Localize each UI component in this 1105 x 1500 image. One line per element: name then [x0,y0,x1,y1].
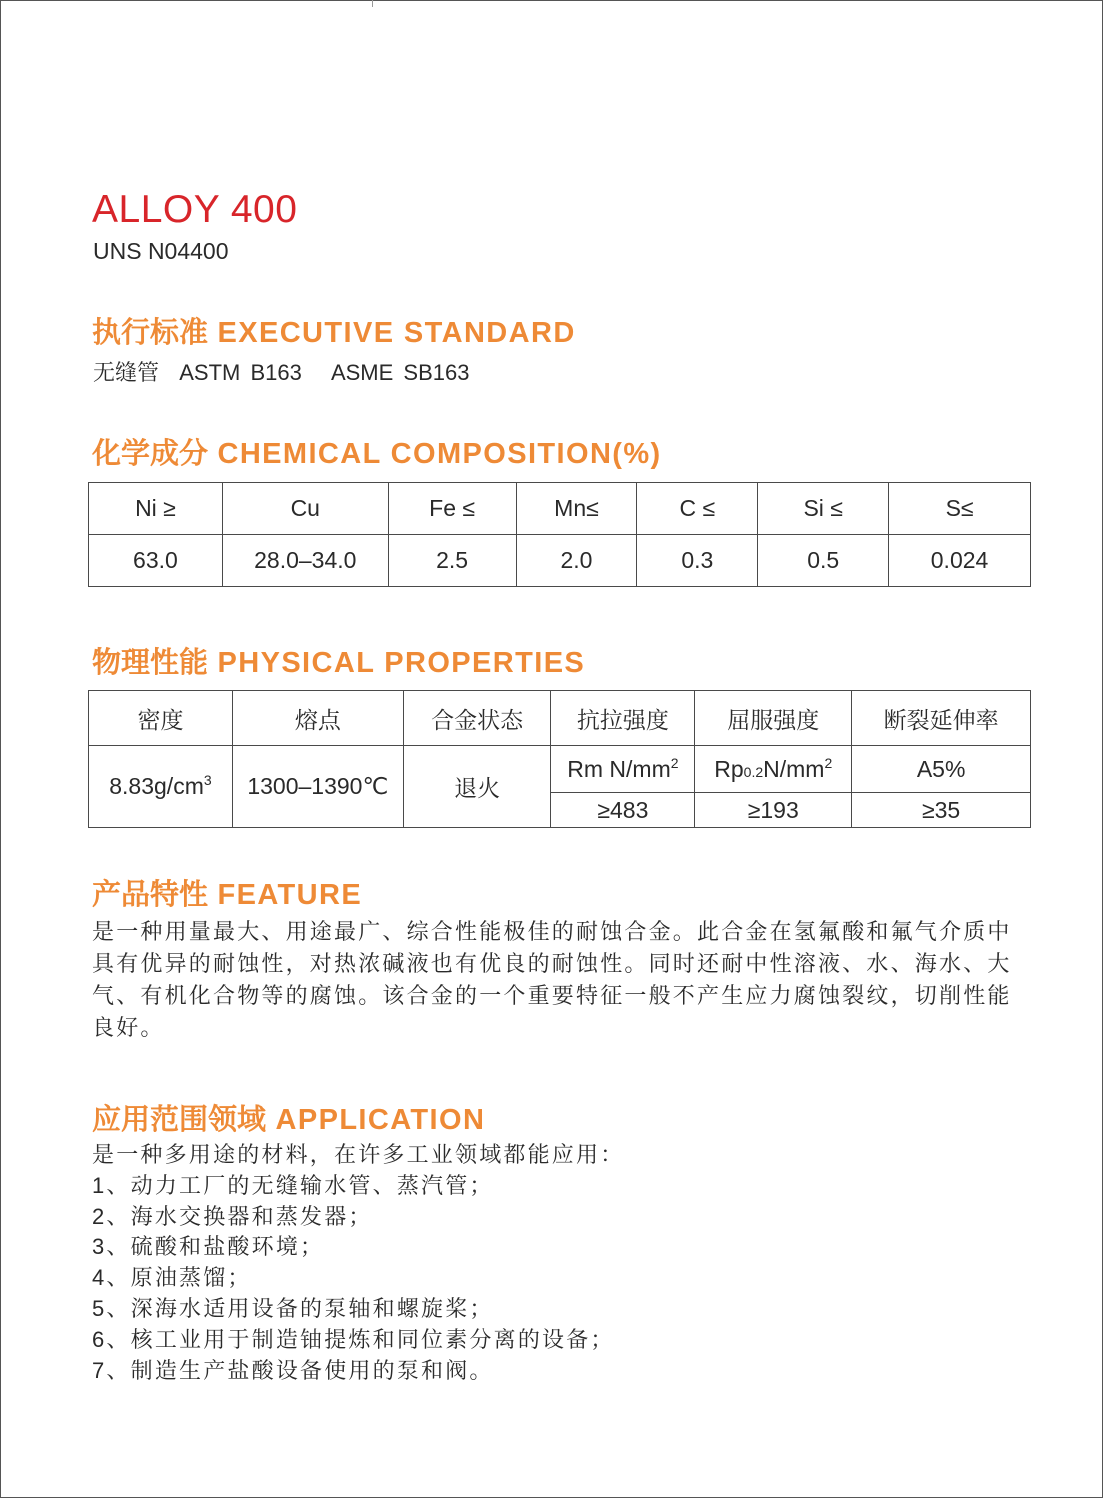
feature-heading-en: FEATURE [217,879,363,911]
yield-unit-superscript: 2 [824,754,833,771]
value-cell-tensile: ≥483 [551,793,695,828]
product-title: ALLOY 400 [92,188,298,231]
application-heading-en: APPLICATION [275,1104,486,1136]
physical-heading-cn: 物理性能 [92,647,209,679]
list-item: 1、动力工厂的无缝输水管、蒸汽管； [92,1172,494,1198]
table-header-row [89,691,1031,746]
header-cell-melting-point: 熔点 [232,691,403,746]
executive-standard-heading-cn: 执行标准 [92,317,209,349]
value-cell-ni: 63.0 [89,535,223,587]
list-item: 6、核工业用于制造铀提炼和同位素分离的设备； [92,1326,615,1352]
unit-cell-tensile [551,746,695,793]
chemical-composition-heading [92,431,662,472]
header-cell-elongation: 断裂延伸率 [852,691,1031,746]
table-header-row [89,483,1031,535]
tensile-unit-superscript: 2 [670,754,679,771]
yield-unit: N/mm [763,755,825,782]
feature-heading [92,872,362,913]
list-item: 5、深海水适用设备的泵轴和螺旋桨； [92,1295,494,1321]
yield-unit-prefix: Rp [714,755,744,782]
table-row [89,746,1031,793]
header-cell-density: 密度 [89,691,233,746]
density-superscript: 3 [203,772,212,788]
value-cell-yield: ≥193 [695,793,852,828]
crop-mark [372,0,373,7]
header-cell-si: Si ≤ [758,483,889,535]
tensile-unit: Rm N/mm [567,755,671,782]
header-cell-tensile-strength: 抗拉强度 [551,691,695,746]
value-cell-si: 0.5 [758,535,889,587]
physical-properties-table [88,690,1031,828]
physical-heading-en: PHYSICAL PROPERTIES [217,647,586,679]
value-cell-c: 0.3 [637,535,758,587]
header-cell-yield-strength: 屈服强度 [695,691,852,746]
header-cell-s: S≤ [889,483,1031,535]
header-cell-alloy-state: 合金状态 [403,691,551,746]
chemical-composition-table [88,482,1031,587]
yield-unit-subscript: 0.2 [743,763,764,780]
value-cell-cu: 28.0–34.0 [222,535,388,587]
value-cell-mn: 2.0 [516,535,637,587]
executive-standard-heading-en: EXECUTIVE STANDARD [217,317,576,349]
value-cell-fe: 2.5 [388,535,516,587]
application-list [92,1140,624,1386]
application-heading-cn: 应用范围领域 [92,1104,267,1136]
physical-properties-heading [92,640,585,681]
feature-paragraph: 是一种用量最大、用途最广、综合性能极佳的耐蚀合金。此合金在氢氟酸和氟气介质中具有优异的耐蚀性，对热浓碱液也有优良的耐蚀性。同时还耐中性溶液、水、海水、大气、有机化合物等的腐蚀。该合金的一个重要特征一般不产生应力腐蚀裂纹，切削性能良好。 [92,919,1012,1040]
header-cell-fe: Fe ≤ [388,483,516,535]
feature-heading-cn: 产品特性 [92,879,209,911]
header-cell-ni: Ni ≥ [89,483,223,535]
application-heading [92,1097,485,1138]
value-cell-alloy-state: 退火 [403,746,551,828]
unit-cell-elongation: A5% [852,746,1031,793]
chemical-heading-en: CHEMICAL COMPOSITION(%) [217,438,662,470]
header-cell-mn: Mn≤ [516,483,637,535]
value-cell-melting-point: 1300–1390℃ [232,746,403,828]
density-value: 8.83g/cm [109,773,204,799]
value-cell-s: 0.024 [889,535,1031,587]
header-cell-c: C ≤ [637,483,758,535]
list-item: 2、海水交换器和蒸发器； [92,1203,373,1229]
executive-standard-line: 无缝管 ASTM B163 ASME SB163 [93,360,470,385]
list-item: 3、硫酸和盐酸环境； [92,1234,325,1260]
value-cell-elongation: ≥35 [852,793,1031,828]
list-item: 7、制造生产盐酸设备使用的泵和阀。 [92,1357,494,1383]
header-cell-cu: Cu [222,483,388,535]
value-cell-density [89,746,233,828]
application-intro: 是一种多用途的材料，在许多工业领域都能应用： [92,1142,625,1167]
chemical-heading-cn: 化学成分 [92,438,209,470]
product-uns-code: UNS N04400 [93,238,229,264]
table-row [89,535,1031,587]
executive-standard-heading [92,310,576,351]
list-item: 4、原油蒸馏； [92,1265,252,1291]
unit-cell-yield [695,746,852,793]
